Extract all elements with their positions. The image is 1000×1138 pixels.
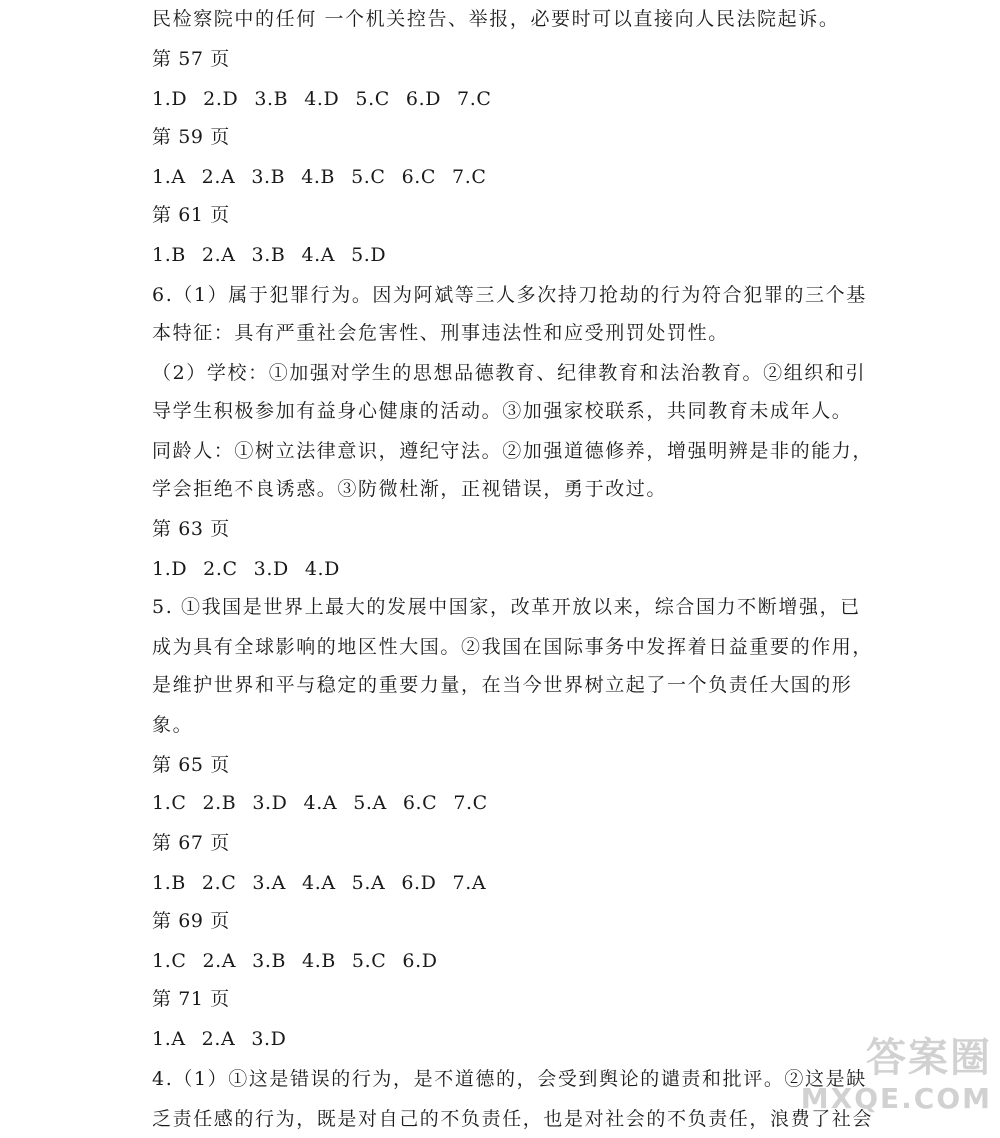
answers-59 (152, 164, 503, 190)
watermark-logo: 答案圈 (866, 1035, 992, 1081)
answer-item: 1.D (152, 558, 188, 580)
answer-item: 4.A (302, 872, 336, 894)
page-heading-69: 第 69 页 (152, 910, 230, 932)
answer-item: 3.A (252, 872, 287, 894)
text-line: 是维护世界和平与稳定的重要力量，在当今世界树立起了一个负责任大国的形 (152, 674, 853, 696)
answer-item: 3.D (253, 558, 289, 580)
answer-item: 5.C (355, 88, 390, 110)
answer-item: 1.C (152, 792, 187, 814)
answer-item: 1.C (152, 950, 187, 972)
answer-item: 4.B (302, 950, 336, 972)
text-line: 6.（1）属于犯罪行为。因为阿斌等三人多次持刀抢劫的行为符合犯罪的三个基 (152, 284, 867, 306)
answers-63 (152, 556, 356, 582)
text-line: 象。 (152, 714, 194, 736)
answer-item: 1.B (152, 244, 186, 266)
answer-item: 4.D (304, 88, 340, 110)
page-heading-65: 第 65 页 (152, 754, 230, 776)
answers-69 (152, 948, 454, 974)
answer-item: 2.C (203, 558, 238, 580)
answer-item: 4.B (301, 166, 336, 188)
answer-item: 4.A (301, 244, 336, 266)
answer-item: 4.A (303, 792, 338, 814)
text-line: 成为具有全球影响的地区性大国。②我国在国际事务中发挥着日益重要的作用， (152, 636, 874, 658)
text-line: 民检察院中的任何 一个机关控告、举报，必要时可以直接向人民法院起诉。 (152, 8, 840, 30)
text-line: 本特征：具有严重社会危害性、刑事违法性和应受刑罚处罚性。 (152, 322, 729, 344)
page-heading-61: 第 61 页 (152, 204, 230, 226)
answer-item: 6.D (402, 950, 438, 972)
answers-67 (152, 870, 502, 896)
answer-item: 7.C (453, 792, 488, 814)
answer-item: 5.C (351, 166, 386, 188)
answer-item: 7.C (457, 88, 492, 110)
answers-61 (152, 242, 402, 268)
answer-item: 2.A (201, 244, 236, 266)
page-heading-63: 第 63 页 (152, 518, 230, 540)
answer-item: 2.A (202, 950, 237, 972)
watermark-url: MXQE.COM (800, 1082, 992, 1115)
text-line: 5. ①我国是世界上最大的发展中国家，改革开放以来，综合国力不断增强，已 (152, 596, 861, 618)
answer-item: 6.C (402, 792, 438, 814)
answer-item: 3.B (251, 166, 286, 188)
text-line: 导学生积极参加有益身心健康的活动。③加强家校联系，共同教育未成年人。 (152, 400, 853, 422)
answer-item: 2.A (201, 166, 236, 188)
answer-item: 6.C (401, 166, 437, 188)
answer-item: 5.A (353, 792, 387, 814)
answer-item: 3.B (251, 244, 286, 266)
answer-item: 1.A (152, 166, 186, 188)
answers-71 (152, 1026, 302, 1052)
answer-item: 4.D (304, 558, 340, 580)
answer-item: 3.B (254, 88, 289, 110)
answers-65 (152, 790, 504, 816)
answer-item: 5.A (351, 872, 386, 894)
answer-item: 6.D (401, 872, 437, 894)
text-line: 乏责任感的行为，既是对自己的不负责任，也是对社会的不负责任，浪费了社会 (152, 1108, 874, 1130)
watermark (792, 1034, 992, 1134)
answer-item: 5.D (351, 244, 387, 266)
answer-item: 5.C (351, 950, 387, 972)
page-heading-71: 第 71 页 (152, 988, 230, 1010)
answers-57 (152, 86, 508, 112)
answer-item: 6.D (405, 88, 442, 110)
answer-item: 2.C (201, 872, 237, 894)
answer-item: 1.A (152, 1028, 186, 1050)
answer-item: 7.A (452, 872, 487, 894)
answer-item: 1.D (152, 88, 188, 110)
text-line: 同龄人：①树立法律意识，遵纪守法。②加强道德修养，增强明辨是非的能力， (152, 440, 874, 462)
answer-item: 1.B (152, 872, 186, 894)
answer-item: 2.A (201, 1028, 236, 1050)
answer-item: 3.D (252, 792, 288, 814)
text-line: 4.（1）①这是错误的行为，是不道德的，会受到舆论的谴责和批评。②这是缺 (152, 1068, 867, 1090)
answer-item: 3.B (252, 950, 287, 972)
page-heading-67: 第 67 页 (152, 832, 230, 854)
answer-item: 3.D (251, 1028, 287, 1050)
text-line: （2）学校：①加强对学生的思想品德教育、纪律教育和法治教育。②组织和引 (152, 362, 867, 384)
page-heading-59: 第 59 页 (152, 126, 230, 148)
answer-item: 2.B (202, 792, 237, 814)
page-heading-57: 第 57 页 (152, 48, 230, 70)
answer-item: 2.D (203, 88, 239, 110)
answer-item: 7.C (452, 166, 487, 188)
text-line: 学会拒绝不良诱惑。③防微杜渐，正视错误，勇于改过。 (152, 478, 668, 500)
